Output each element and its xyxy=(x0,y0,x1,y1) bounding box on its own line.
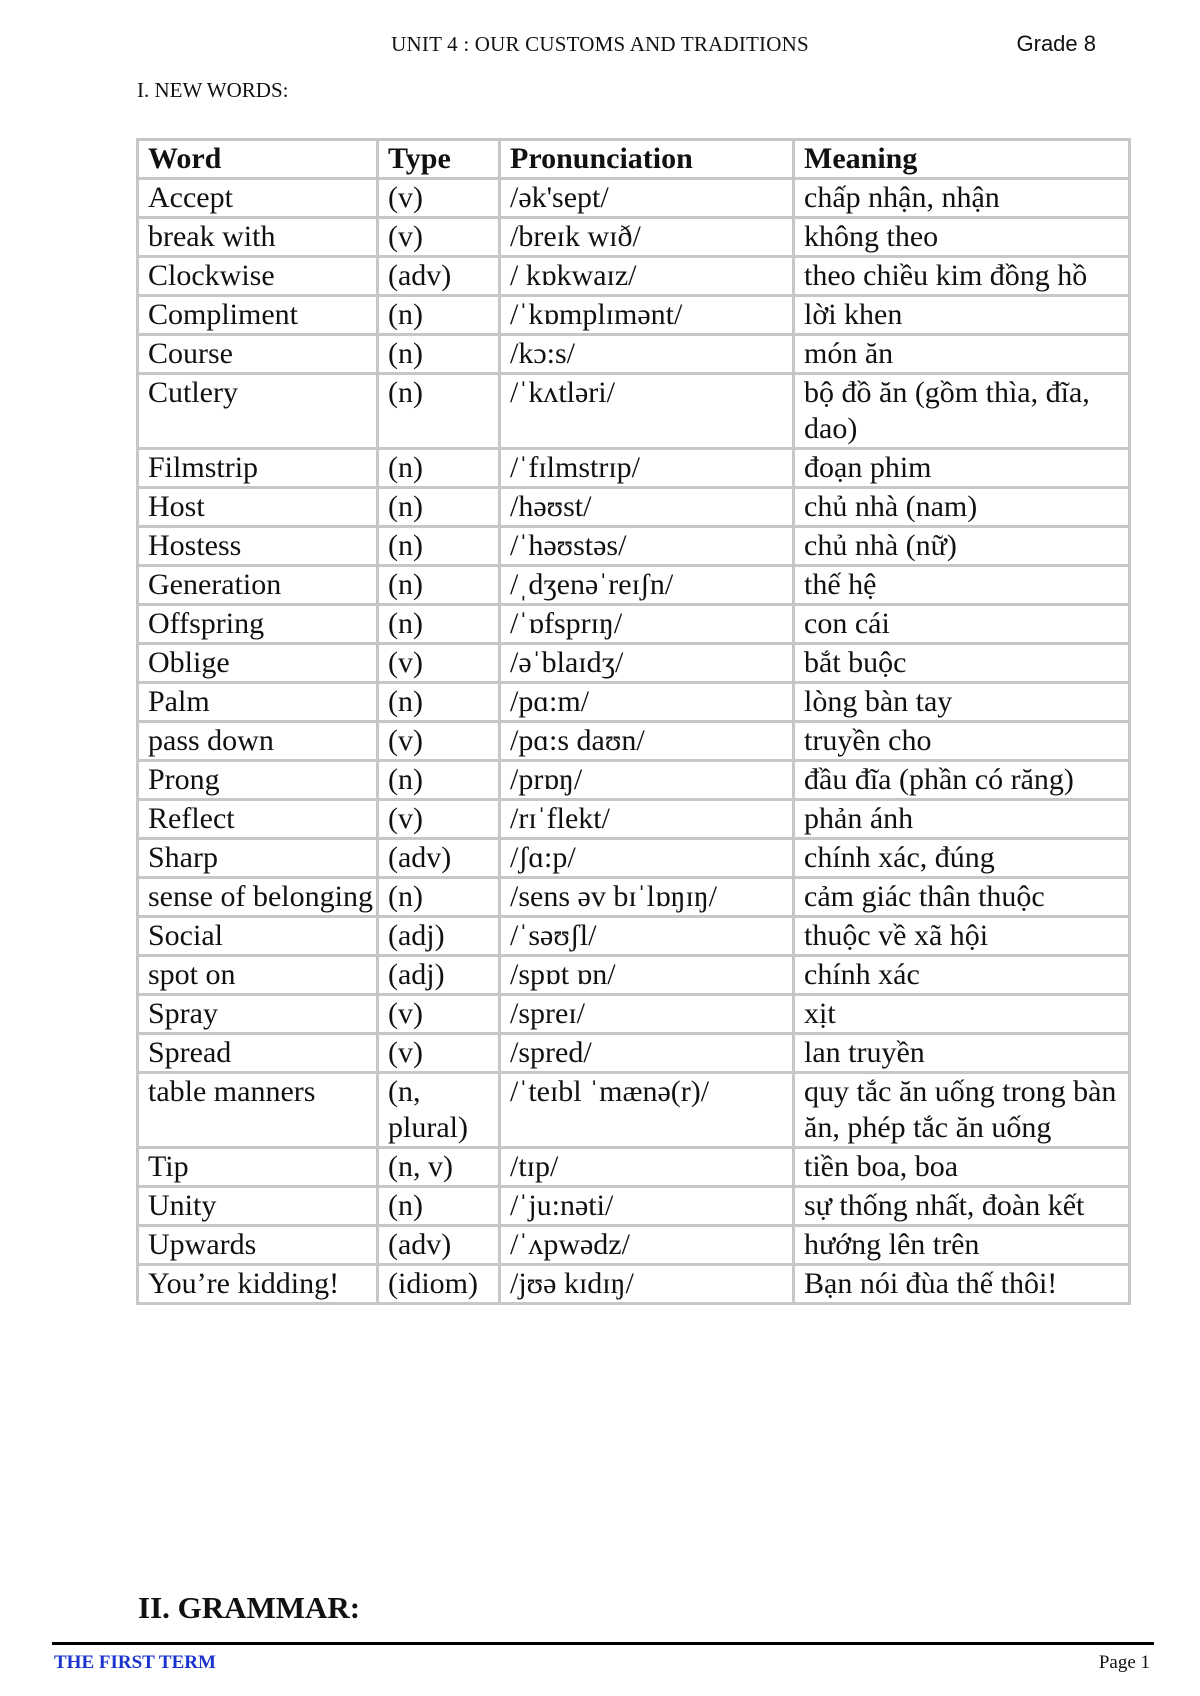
type-cell: (n) xyxy=(378,335,500,374)
new-words-heading: I. NEW WORDS: xyxy=(137,78,289,102)
type-cell: (v) xyxy=(378,722,500,761)
pronunciation-cell: /ˈju:nəti/ xyxy=(500,1187,794,1226)
pronunciation-cell: /spɒt ɒn/ xyxy=(500,956,794,995)
pronunciation-cell: /breɪk wɪð/ xyxy=(500,218,794,257)
word-cell: Spread xyxy=(138,1034,378,1073)
pronunciation-cell: /ˈhəʊstəs/ xyxy=(500,527,794,566)
word-cell: Sharp xyxy=(138,839,378,878)
type-cell: (idiom) xyxy=(378,1265,500,1304)
meaning-cell: tiền boa, boa xyxy=(794,1148,1130,1187)
meaning-cell: bộ đồ ăn (gồm thìa, đĩa, dao) xyxy=(794,374,1130,449)
pronunciation-cell: /spreɪ/ xyxy=(500,995,794,1034)
type-cell: (n) xyxy=(378,761,500,800)
table-row xyxy=(138,800,1130,839)
word-cell: Filmstrip xyxy=(138,449,378,488)
pronunciation-cell: /ˈʌpwədz/ xyxy=(500,1226,794,1265)
word-cell: table manners xyxy=(138,1073,378,1148)
meaning-cell: truyền cho xyxy=(794,722,1130,761)
word-cell: Accept xyxy=(138,179,378,218)
meaning-cell: lời khen xyxy=(794,296,1130,335)
header-pronunciation: Pronunciation xyxy=(500,140,794,179)
header-meaning: Meaning xyxy=(794,140,1130,179)
word-cell: Reflect xyxy=(138,800,378,839)
table-row xyxy=(138,488,1130,527)
pronunciation-cell: /prɒŋ/ xyxy=(500,761,794,800)
table-row xyxy=(138,1226,1130,1265)
table-row xyxy=(138,605,1130,644)
table-row xyxy=(138,257,1130,296)
type-cell: (n) xyxy=(378,449,500,488)
type-cell: (n) xyxy=(378,878,500,917)
word-cell: Offspring xyxy=(138,605,378,644)
word-cell: You’re kidding! xyxy=(138,1265,378,1304)
type-cell: (adj) xyxy=(378,917,500,956)
word-cell: Host xyxy=(138,488,378,527)
pronunciation-cell: /rɪˈflekt/ xyxy=(500,800,794,839)
table-row xyxy=(138,1265,1130,1304)
meaning-cell: chính xác xyxy=(794,956,1130,995)
pronunciation-cell: /ək'sept/ xyxy=(500,179,794,218)
grade-label: Grade 8 xyxy=(1016,31,1096,56)
table-row xyxy=(138,761,1130,800)
pronunciation-cell: /ˈfɪlmstrɪp/ xyxy=(500,449,794,488)
pronunciation-cell: /pɑ:m/ xyxy=(500,683,794,722)
type-cell: (v) xyxy=(378,800,500,839)
pronunciation-cell: /ˈkʌtləri/ xyxy=(500,374,794,449)
meaning-cell: chủ nhà (nam) xyxy=(794,488,1130,527)
type-cell: (v) xyxy=(378,995,500,1034)
type-cell: (n) xyxy=(378,683,500,722)
table-row xyxy=(138,995,1130,1034)
type-cell: (n, v) xyxy=(378,1148,500,1187)
word-cell: Spray xyxy=(138,995,378,1034)
type-cell: (adv) xyxy=(378,839,500,878)
table-row xyxy=(138,1187,1130,1226)
meaning-cell: con cái xyxy=(794,605,1130,644)
header-type: Type xyxy=(378,140,500,179)
header-word: Word xyxy=(138,140,378,179)
word-cell: Unity xyxy=(138,1187,378,1226)
word-cell: Oblige xyxy=(138,644,378,683)
type-cell: (n) xyxy=(378,566,500,605)
meaning-cell: món ăn xyxy=(794,335,1130,374)
meaning-cell: cảm giác thân thuộc xyxy=(794,878,1130,917)
word-cell: Compliment xyxy=(138,296,378,335)
vocabulary-table xyxy=(136,138,1131,1305)
type-cell: (n) xyxy=(378,488,500,527)
type-cell: (v) xyxy=(378,644,500,683)
type-cell: (adv) xyxy=(378,257,500,296)
meaning-cell: bắt buộc xyxy=(794,644,1130,683)
pronunciation-cell: /ʃɑ:p/ xyxy=(500,839,794,878)
word-cell: Tip xyxy=(138,1148,378,1187)
word-cell: Hostess xyxy=(138,527,378,566)
meaning-cell: đoạn phim xyxy=(794,449,1130,488)
type-cell: (v) xyxy=(378,218,500,257)
table-row xyxy=(138,566,1130,605)
table-row xyxy=(138,218,1130,257)
type-cell: (n) xyxy=(378,605,500,644)
pronunciation-cell: /sens əv bɪˈlɒŋɪŋ/ xyxy=(500,878,794,917)
table-row xyxy=(138,335,1130,374)
footer-divider xyxy=(52,1642,1154,1645)
word-cell: Cutlery xyxy=(138,374,378,449)
table-header-row xyxy=(138,140,1130,179)
type-cell: (n) xyxy=(378,374,500,449)
table-row xyxy=(138,956,1130,995)
table-row xyxy=(138,374,1130,449)
meaning-cell: phản ánh xyxy=(794,800,1130,839)
table-row xyxy=(138,179,1130,218)
table-row xyxy=(138,722,1130,761)
type-cell: (v) xyxy=(378,1034,500,1073)
word-cell: sense of belonging xyxy=(138,878,378,917)
pronunciation-cell: /həʊst/ xyxy=(500,488,794,527)
table-row xyxy=(138,296,1130,335)
pronunciation-cell: /tɪp/ xyxy=(500,1148,794,1187)
meaning-cell: không theo xyxy=(794,218,1130,257)
table-row xyxy=(138,449,1130,488)
word-cell: Prong xyxy=(138,761,378,800)
table-row xyxy=(138,839,1130,878)
table-body xyxy=(138,179,1130,1304)
meaning-cell: chủ nhà (nữ) xyxy=(794,527,1130,566)
type-cell: (n, plural) xyxy=(378,1073,500,1148)
table-row xyxy=(138,917,1130,956)
type-cell: (adv) xyxy=(378,1226,500,1265)
meaning-cell: theo chiều kim đồng hồ xyxy=(794,257,1130,296)
meaning-cell: thuộc về xã hội xyxy=(794,917,1130,956)
word-cell: Course xyxy=(138,335,378,374)
pronunciation-cell: /spred/ xyxy=(500,1034,794,1073)
pronunciation-cell: /ˈteɪbl ˈmænə(r)/ xyxy=(500,1073,794,1148)
footer-term: THE FIRST TERM xyxy=(54,1652,216,1673)
word-cell: spot on xyxy=(138,956,378,995)
word-cell: Upwards xyxy=(138,1226,378,1265)
pronunciation-cell: /jʊə kɪdɪŋ/ xyxy=(500,1265,794,1304)
pronunciation-cell: / kɒkwaɪz/ xyxy=(500,257,794,296)
pronunciation-cell: /ˈkɒmplɪmənt/ xyxy=(500,296,794,335)
word-cell: break with xyxy=(138,218,378,257)
page-number: Page 1 xyxy=(1098,1652,1150,1673)
pronunciation-cell: /ˌdʒenəˈreɪʃn/ xyxy=(500,566,794,605)
table-row xyxy=(138,683,1130,722)
type-cell: (n) xyxy=(378,296,500,335)
word-cell: Social xyxy=(138,917,378,956)
table-row xyxy=(138,1148,1130,1187)
meaning-cell: đầu đĩa (phần có răng) xyxy=(794,761,1130,800)
pronunciation-cell: /pɑ:s daʊn/ xyxy=(500,722,794,761)
type-cell: (v) xyxy=(378,179,500,218)
grammar-heading: II. GRAMMAR: xyxy=(138,1590,361,1625)
meaning-cell: xịt xyxy=(794,995,1130,1034)
meaning-cell: thế hệ xyxy=(794,566,1130,605)
pronunciation-cell: /kɔ:s/ xyxy=(500,335,794,374)
table-row xyxy=(138,644,1130,683)
pronunciation-cell: /ˈsəʊʃl/ xyxy=(500,917,794,956)
meaning-cell: chính xác, đúng xyxy=(794,839,1130,878)
type-cell: (n) xyxy=(378,527,500,566)
table-row xyxy=(138,1073,1130,1148)
meaning-cell: Bạn nói đùa thế thôi! xyxy=(794,1265,1130,1304)
pronunciation-cell: /əˈblaɪdʒ/ xyxy=(500,644,794,683)
pronunciation-cell: /ˈɒfsprɪŋ/ xyxy=(500,605,794,644)
meaning-cell: lan truyền xyxy=(794,1034,1130,1073)
meaning-cell: quy tắc ăn uống trong bàn ăn, phép tắc ăn uống xyxy=(794,1073,1130,1148)
table-row xyxy=(138,1034,1130,1073)
type-cell: (adj) xyxy=(378,956,500,995)
word-cell: Clockwise xyxy=(138,257,378,296)
meaning-cell: hướng lên trên xyxy=(794,1226,1130,1265)
table-row xyxy=(138,878,1130,917)
type-cell: (n) xyxy=(378,1187,500,1226)
meaning-cell: lòng bàn tay xyxy=(794,683,1130,722)
word-cell: Generation xyxy=(138,566,378,605)
meaning-cell: sự thống nhất, đoàn kết xyxy=(794,1187,1130,1226)
meaning-cell: chấp nhận, nhận xyxy=(794,179,1130,218)
word-cell: pass down xyxy=(138,722,378,761)
table-row xyxy=(138,527,1130,566)
word-cell: Palm xyxy=(138,683,378,722)
unit-title: UNIT 4 : OUR CUSTOMS AND TRADITIONS xyxy=(391,32,809,56)
